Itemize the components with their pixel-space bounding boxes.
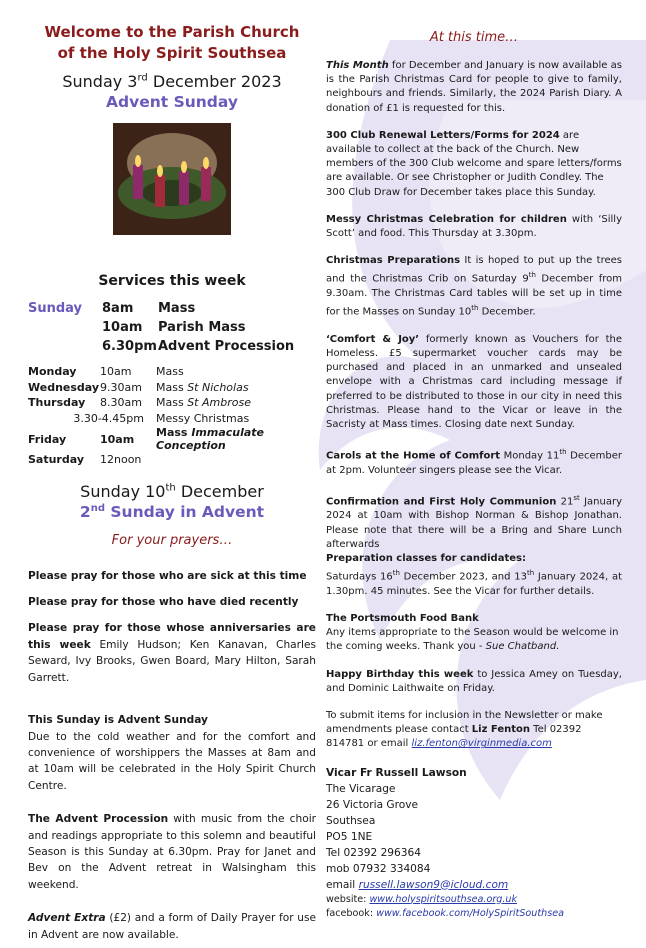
newsletter-email-link[interactable]: liz.fenton@virginmedia.com [411, 738, 552, 750]
advent-notice-heading: This Sunday is Advent Sunday [28, 714, 208, 727]
notice-christmas-preparations: Christmas Preparations It is hoped to put up the trees and the Christmas Crib on Saturday 9th December from 9.30am. The Christmas Card tables will be set up in time for the Masses on Sunday 10th December. [326, 255, 622, 318]
table-row: Wednesday 9.30am Mass St Nicholas [28, 380, 249, 394]
notice-carols: Carols at the Home of Comfort Monday 11th December at 2pm. Volunteer singers please see the Vicar. [326, 448, 622, 476]
notice-this-month: This Month for December and January is now available as is the Parish Christmas Card for people to give to family, neighbours and friends. Similarly, the 2024 Parish Diary. A donation of £1 is requested for this. [326, 60, 622, 114]
preparation-classes-heading: Preparation classes for candidates: [326, 553, 526, 564]
advent-wreath-image [113, 123, 231, 235]
table-row: 10am Parish Mass [102, 320, 246, 335]
prayers-heading: For your prayers… [111, 532, 233, 548]
table-row: Friday 10am Mass Immaculate Conception [28, 426, 265, 452]
vicar-email-link[interactable]: russell.lawson9@icloud.com [358, 878, 509, 891]
advent-notice-text: Due to the cold weather and for the comfort and convenience of worshippers the Masses at 8am and at 10am will be celebrated in the Holy Spirit Church Centre. [28, 730, 316, 792]
at-this-time-heading: At this time… [429, 30, 519, 45]
church-title: Welcome to the Parish Church of the Holy Spirit Southsea [44, 23, 300, 62]
left-column [28, 22, 316, 943]
preparation-classes-text: Saturdays 16th December 2023, and 13th January 2024, at 1.30pm. 45 minutes. See the Vicar for further details. [326, 569, 622, 597]
liturgical-day: Advent Sunday [106, 93, 238, 111]
service-date: Sunday 3rd December 2023 [62, 72, 282, 91]
website-link[interactable]: www.holyspiritsouthsea.org.uk [369, 893, 518, 905]
prayer-died: Please pray for those who have died recently [28, 596, 299, 609]
sunday-label: Sunday [28, 301, 83, 316]
notice-comfort-and-joy: ‘Comfort & Joy’ formerly known as Vouchers for the Homeless. £5 supermarket voucher cards may be purchased and placed in an unmarked and unsealed envelope with a Christmas card including message if preferred to be distributed to those in our city in need this Christmas. Please hand to the Vicar or leave in the Sacristy at Mass times. Closing date next Sunday. [326, 333, 622, 430]
prayer-sick: Please pray for those who are sick at this time [28, 569, 307, 582]
vicar-name: Vicar Fr Russell Lawson [326, 766, 467, 779]
food-bank-text: Any items appropriate to the Season would be welcome in the coming weeks. Thank you - Sue Chatband. [326, 627, 619, 653]
notice-confirmation: Confirmation and First Holy Communion 21st January 2024 at 10am with Bishop Norman & Bishop Jonathan. Please note that there will be a Bring and Share Lunch afterwards [326, 493, 623, 550]
notice-messy-christmas: Messy Christmas Celebration for children with ‘Silly Scott’ and food. This Thursday at 3.30pm. [326, 213, 622, 240]
prayer-anniversaries: Please pray for those whose anniversaries are this week Emily Hudson; Ken Kanavan, Charles Seward, Ivy Brooks, Gwen Board, Mary Hilton, Sarah Garrett. [28, 622, 316, 684]
weekday-services [28, 364, 316, 468]
table-row: Monday 10am Mass [28, 365, 184, 379]
table-row: Thursday 8.30am Mass St Ambrose [28, 396, 251, 410]
facebook-link[interactable]: www.facebook.com/HolySpiritSouthsea [376, 907, 564, 919]
advent-procession-notice: The Advent Procession with music from the choir and readings appropriate to this solemn and beautiful Season is this Sunday at 6.30pm. Pray for Janet and Bev on the Advent retreat in Walsingham this weekend. [28, 813, 316, 891]
vicar-mobile: mob 07932 334084 [326, 862, 431, 875]
notice-birthdays: Happy Birthday this week to Jessica Amey on Tuesday, and Dominic Laithwaite on Friday. [326, 668, 622, 694]
advent-extra-notice: Advent Extra (£2) and a form of Daily Prayer for use in Advent are now available. [28, 912, 317, 941]
next-sunday-title: 2nd Sunday in Advent [79, 502, 265, 521]
table-row: Sunday 8am Mass [28, 301, 196, 316]
next-sunday-date: Sunday 10th December [80, 481, 264, 501]
notice-submit-items: To submit items for inclusion in the Newsletter or make amendments please contact Liz Fenton Tel 02392 814781 or email liz.fenton@virginmedia.com [326, 709, 603, 750]
vicar-tel: Tel 02392 296364 [326, 846, 422, 859]
sunday-services [28, 299, 294, 356]
food-bank-heading: The Portsmouth Food Bank [326, 612, 479, 624]
vicar-contact: Vicar Fr Russell Lawson The Vicarage 26 Victoria Grove Southsea PO5 1NE Tel 02392 296364 mob 07932 334084 email russell.lawson9@icloud.com website: www.holyspiritsouthsea.org.uk facebook: www.facebook.com/HolySpiritSouthsea [326, 765, 622, 921]
right-column [326, 30, 622, 921]
services-heading: Services this week [98, 273, 246, 289]
notice-300-club: 300 Club Renewal Letters/Forms for 2024 are available to collect at the back of the Church. New members of the 300 Club welcome and spare letters/forms are available. Or see Christopher or Judith Condley. The 300 Club Draw for December takes place this Sunday. [326, 129, 622, 198]
table-row: Saturday 12noon [28, 453, 142, 467]
table-row: 6.30pm Advent Procession [102, 339, 295, 354]
table-row: 3.30-4.45pm Messy Christmas [73, 411, 250, 425]
